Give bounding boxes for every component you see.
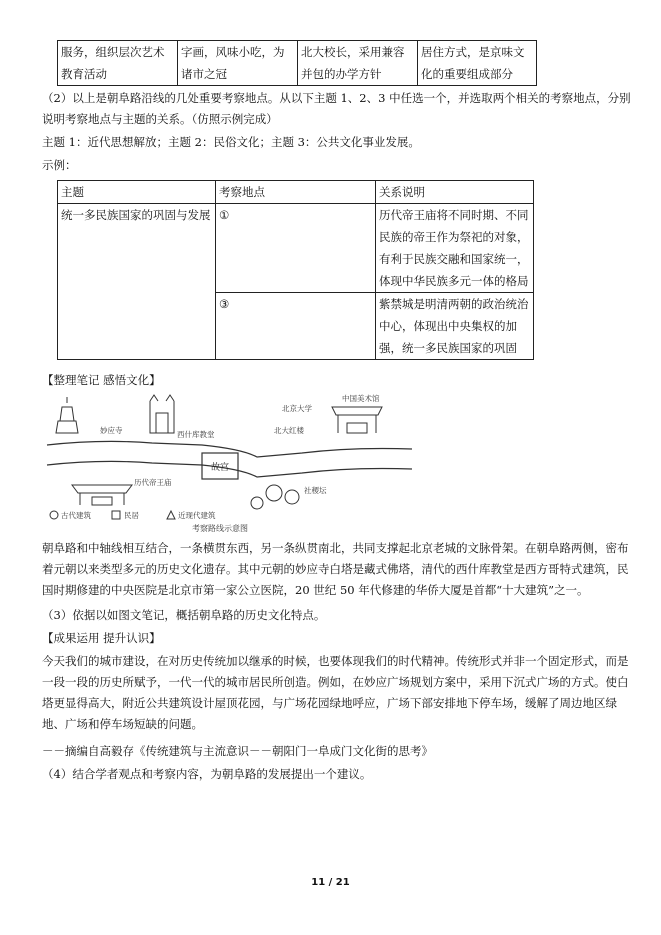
site-cell: ③	[216, 293, 376, 360]
themes-line: 主题 1：近代思想解放；主题 2：民俗文化；主题 3：公共文化事业发展。	[42, 135, 420, 149]
road-lower-line	[47, 461, 412, 477]
citation-line: －－摘编自高毅存《传统建筑与主流意识－－朝阳门一阜成门文化街的思考》	[42, 744, 433, 758]
map-legend	[50, 510, 216, 520]
header-relation: 关系说明	[376, 181, 534, 204]
map-label: 西什库教堂	[177, 430, 215, 439]
paragraph-scholar: 今天我们的城市建设，在对历史传统加以继承的时候，也要体现我们的时代精神。传统形式并非一个固定形式，而是一段一段的历史所赋予，一代一代的城市居民所创造。例如，在妙应广场规划方案中，采用下沉式广场的方式。使白塔更显得高大，附近公共建筑设计屋顶花园，与广场花园绿地呼应，广场下部安排地下停车场，缓解了周边地区绿地、广场和停车场短缺的问题。	[42, 654, 629, 731]
table-row	[58, 204, 534, 293]
map-label: 故宫	[210, 463, 230, 473]
paragraph-axis: 朝阜路和中轴线相互结合，一条横贯东西，另一条纵贯南北，共同支撑起北京老城的文脉骨架。在朝阜路两侧，密布着元朝以来类型多元的历史文化遗存。其中元朝的妙应寺白塔是藏式佛塔，清代的西什库教堂是西方哥特式建筑，民国时期修建的中央医院是北京市第一家公立医院，20 世纪 50 年代修建的华侨大厦是首都“十大建筑”之一。	[42, 541, 629, 597]
notes-heading: 【整理笔记 感悟文化】	[42, 373, 161, 387]
map-label: 妙应寺	[100, 426, 123, 435]
site-cell: ①	[216, 204, 376, 293]
theme-cell: 统一多民族国家的巩固与发展	[58, 204, 216, 360]
gate-tower-icon	[332, 407, 382, 433]
route-sketch-map	[42, 393, 422, 533]
tree-icon	[251, 485, 299, 509]
white-pagoda-icon	[56, 397, 78, 433]
table-cell: 北大校长，采用兼容并包的办学方针	[298, 41, 418, 86]
relation-cell: 紫禁城是明清两朝的政治统治中心，体现出中央集权的加强，统一多民族国家的巩固	[376, 293, 534, 360]
map-label: 北大红楼	[274, 426, 304, 435]
pavilion-icon	[72, 485, 132, 505]
map-label: 中国美术馆	[342, 394, 380, 403]
table-cell: 字画，风味小吃，为诸市之冠	[178, 41, 298, 86]
example-table	[57, 180, 534, 360]
page-number: 11 / 21	[311, 877, 350, 888]
table-row	[58, 41, 537, 86]
map-label: 北京大学	[282, 404, 312, 413]
question-4-text: （4）结合学者观点和考察内容，为朝阜路的发展提出一个建议。	[42, 767, 372, 781]
table-cell: 服务，组织层次艺术教育活动	[58, 41, 178, 86]
apply-heading: 【成果运用 提升认识】	[42, 631, 161, 645]
map-label: 历代帝王庙	[134, 478, 172, 487]
header-theme: 主题	[58, 181, 216, 204]
map-caption: 考察路线示意图	[192, 524, 248, 533]
legend-label: 古代建筑	[61, 511, 91, 520]
relation-cell: 历代帝王庙将不同时期、不同民族的帝王作为祭祀的对象，有利于民族交融和国家统一，体现中华民族多元一体的格局	[376, 204, 534, 293]
table-cell: 居住方式，是京味文化的重要组成部分	[418, 41, 537, 86]
example-label: 示例：	[42, 158, 77, 172]
cathedral-icon	[150, 395, 174, 433]
continued-table	[57, 40, 537, 86]
legend-label: 近现代建筑	[178, 511, 216, 520]
legend-triangle-icon	[167, 511, 175, 519]
road-upper-line	[47, 441, 412, 457]
map-label: 社稷坛	[304, 486, 327, 495]
header-site: 考察地点	[216, 181, 376, 204]
question-2-text: （2）以上是朝阜路沿线的几处重要考察地点。从以下主题 1、2、3 中任选一个，并选取两个相关的考察地点，分别说明考察地点与主题的关系。（仿照示例完成）	[42, 91, 631, 126]
legend-square-icon	[112, 511, 120, 519]
legend-label: 民居	[124, 511, 139, 520]
legend-circle-icon	[50, 511, 58, 519]
table-header-row	[58, 181, 534, 204]
question-3-text: （3）依据以如图文笔记，概括朝阜路的历史文化特点。	[42, 608, 326, 622]
